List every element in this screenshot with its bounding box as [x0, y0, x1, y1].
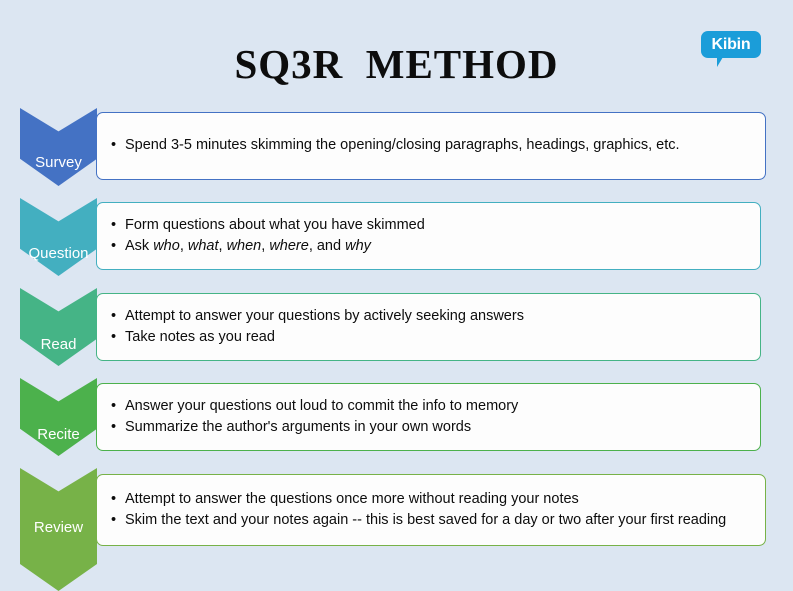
chevron-question: [20, 198, 97, 276]
chevron-label-recite: Recite: [37, 426, 80, 443]
list-item: • Answer your questions out loud to commit the info to memory: [111, 396, 760, 417]
chevron-survey: [20, 108, 97, 186]
textbox-survey: [96, 112, 766, 180]
chevron-label-read: Read: [40, 336, 77, 353]
textbox-review: [96, 474, 766, 546]
bullet-list-review: [111, 489, 765, 531]
list-item: • Take notes as you read: [111, 327, 760, 348]
bullet-list-question: [111, 215, 760, 257]
chevron-label-question: Question: [28, 245, 89, 262]
list-item-text-question-2: Ask who, what, when, where, and why: [125, 238, 371, 254]
page-title: SQ3R METHOD: [234, 41, 559, 87]
speech-bubble-tail-icon: [717, 57, 729, 67]
logo-label: Kibin: [711, 36, 751, 53]
bullet-list-survey: [111, 135, 765, 156]
list-item: [111, 236, 760, 257]
chevron-label-review: Review: [33, 519, 84, 536]
list-item: • Skim the text and your notes again -- this is best saved for a day or two after your first reading: [111, 510, 765, 531]
bullet-list-read: [111, 306, 760, 348]
list-item: • Spend 3-5 minutes skimming the opening/closing paragraphs, headings, graphics, etc.: [111, 135, 765, 156]
textbox-read: [96, 293, 761, 361]
chevron-label-survey: Survey: [35, 154, 82, 171]
list-item: • Attempt to answer the questions once more without reading your notes: [111, 489, 765, 510]
chevron-read: [20, 288, 97, 366]
bullet-list-recite: [111, 396, 760, 438]
list-item: • Summarize the author's arguments in your own words: [111, 417, 760, 438]
textbox-question: [96, 202, 761, 270]
textbox-recite: [96, 383, 761, 451]
list-item: • Form questions about what you have skimmed: [111, 215, 760, 236]
kibin-logo[interactable]: [701, 31, 761, 61]
list-item: • Attempt to answer your questions by actively seeking answers: [111, 306, 760, 327]
chevron-recite: [20, 378, 97, 456]
